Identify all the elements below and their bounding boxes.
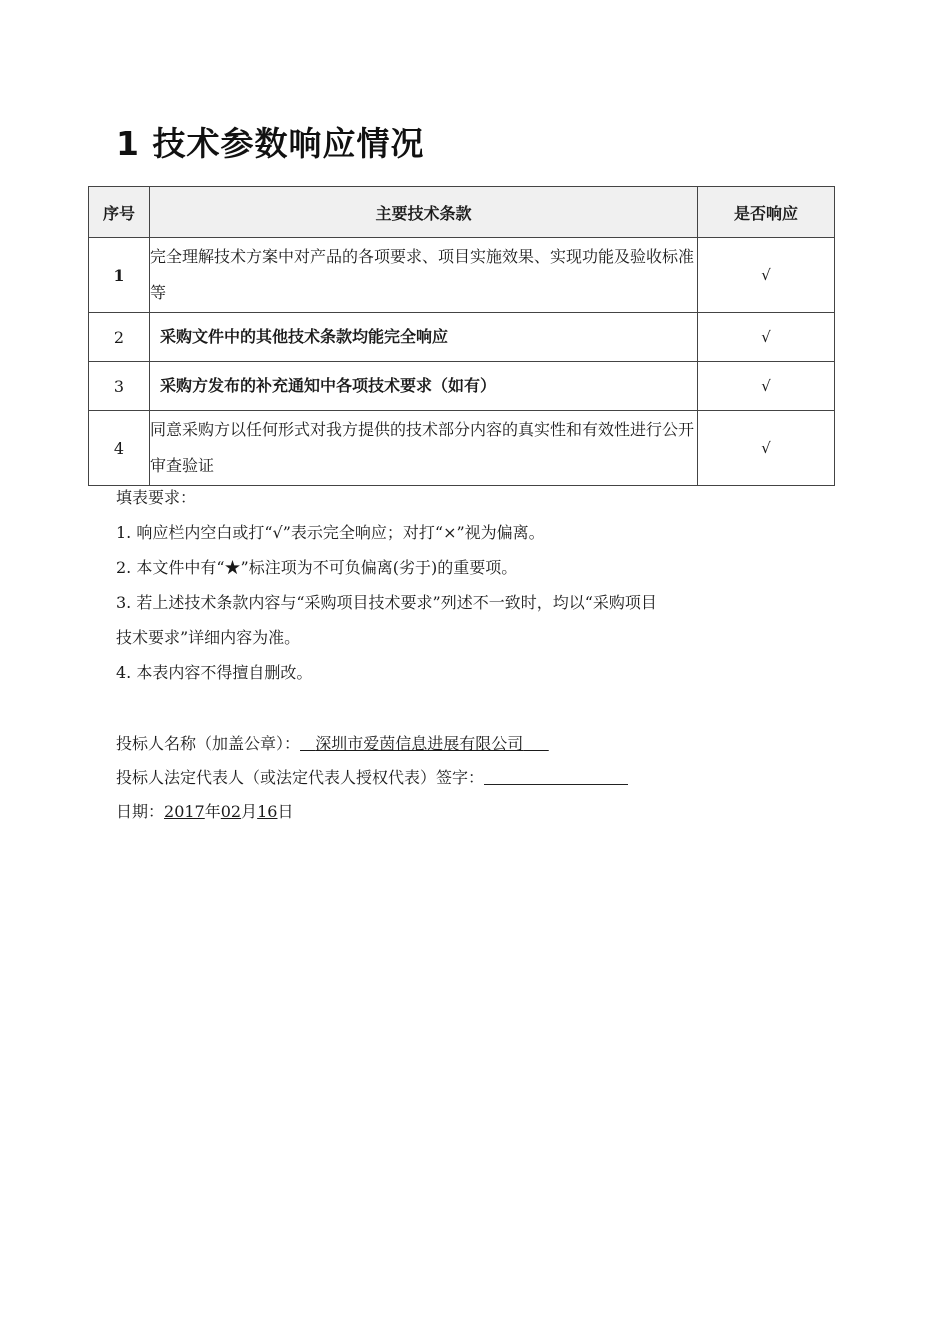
row-clause: 采购方发布的补充通知中各项技术要求（如有） (150, 362, 698, 411)
date-month: 02 (220, 802, 242, 821)
row-number: 4 (89, 411, 150, 486)
note-item: 2. 本文件中有“★”标注项为不可负偏离(劣于)的重要项。 (116, 558, 518, 577)
response-table (88, 186, 835, 486)
rep-label: 投标人法定代表人（或法定代表人授权代表）签字： (116, 768, 485, 787)
notes-heading: 填表要求： (116, 488, 197, 507)
year-unit: 年 (204, 802, 221, 821)
day-unit: 日 (277, 802, 294, 821)
header-no: 序号 (89, 187, 150, 238)
month-unit: 月 (241, 802, 258, 821)
table-row (89, 362, 835, 411)
bidder-name-line (116, 731, 549, 754)
row-number: 2 (89, 313, 150, 362)
bidder-name: 深圳市爱茵信息进展有限公司 (315, 734, 524, 753)
bidder-label: 投标人名称（加盖公章）： (116, 734, 301, 753)
header-clause: 主要技术条款 (150, 187, 698, 238)
date-year: 2017 (164, 802, 205, 821)
note-item: 4. 本表内容不得擅自删改。 (116, 663, 313, 682)
row-clause: 完全理解技术方案中对产品的各项要求、项目实施效果、实现功能及验收标准等 (150, 238, 698, 313)
row-number: 1 (89, 238, 150, 313)
row-clause: 同意采购方以任何形式对我方提供的技术部分内容的真实性和有效性进行公开审查验证 (150, 411, 698, 486)
table-row (89, 313, 835, 362)
row-check: √ (698, 238, 835, 313)
signature-blank (484, 768, 628, 785)
note-item: 技术要求”详细内容为准。 (116, 628, 301, 647)
note-item: 1. 响应栏内空白或打“√”表示完全响应；对打“×”视为偏离。 (116, 523, 545, 542)
row-check: √ (698, 313, 835, 362)
table-row (89, 238, 835, 313)
date-line (116, 799, 294, 822)
date-label: 日期： (116, 802, 165, 821)
row-check: √ (698, 362, 835, 411)
row-number: 3 (89, 362, 150, 411)
table-header-row (89, 187, 835, 238)
fill-instructions (116, 486, 816, 696)
note-item: 3. 若上述技术条款内容与“采购项目技术要求”列述不一致时，均以“采购项目 (116, 593, 657, 612)
table-row (89, 411, 835, 486)
row-clause: 采购文件中的其他技术条款均能完全响应 (150, 313, 698, 362)
representative-line (116, 765, 628, 788)
page-title: 1 技术参数响应情况 (116, 124, 425, 163)
row-check: √ (698, 411, 835, 486)
date-day: 16 (257, 802, 278, 821)
header-response: 是否响应 (698, 187, 835, 238)
